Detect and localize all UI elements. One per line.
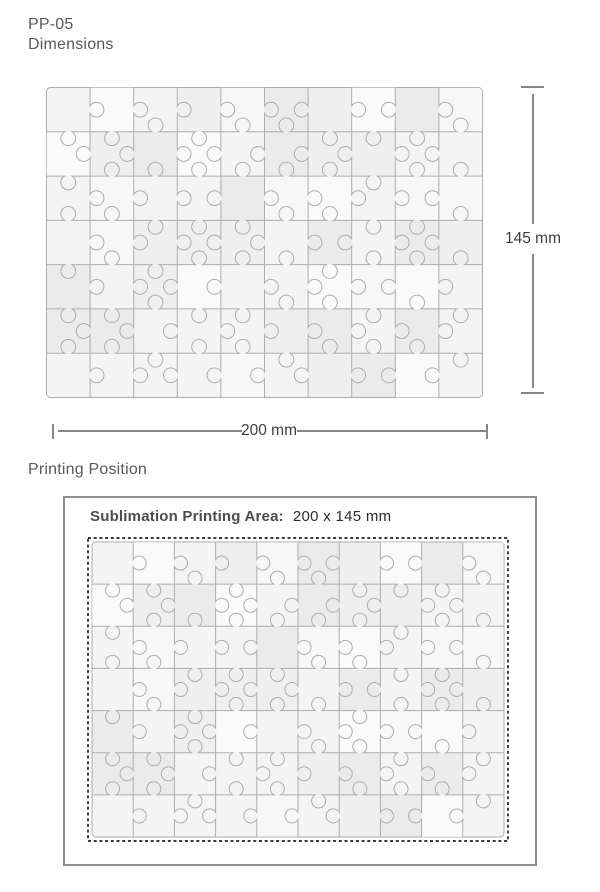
width-dim-right-tick <box>486 424 488 439</box>
puzzle-dimensions-illustration <box>46 87 483 398</box>
height-dim-line-lower <box>532 254 534 388</box>
printing-area-text <box>90 508 391 525</box>
width-dim-line-left <box>58 430 242 432</box>
height-dim-bottom-tick <box>521 392 544 394</box>
dimensions-heading-block <box>28 15 114 55</box>
printing-position-heading: Printing Position <box>28 461 148 478</box>
printing-area-value: 200 x 145 mm <box>292 508 392 525</box>
height-dim-line-upper <box>532 94 534 224</box>
product-code: PP-05 <box>28 16 74 33</box>
height-dim-top-tick <box>521 86 544 88</box>
width-dimension-label: 200 mm <box>241 422 297 439</box>
printing-area-puzzle-illustration <box>85 535 511 845</box>
height-dimension-label: 145 mm <box>505 230 561 247</box>
printing-area-label: Sublimation Printing Area: <box>90 508 284 525</box>
width-dim-left-tick <box>52 424 54 439</box>
width-dim-line-right <box>297 430 486 432</box>
dimensions-heading: Dimensions <box>28 36 114 53</box>
